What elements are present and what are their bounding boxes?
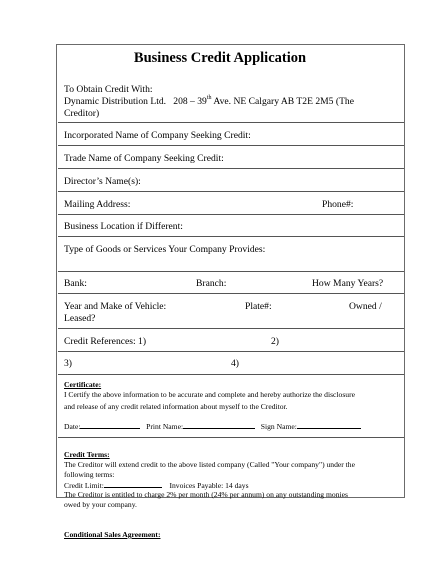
- sign-name-label: Sign Name:: [260, 422, 297, 431]
- divider: [58, 437, 404, 438]
- signature-row: [64, 421, 361, 432]
- trade-name-field: Trade Name of Company Seeking Credit:: [64, 153, 224, 164]
- divider: [58, 236, 404, 237]
- divider: [58, 122, 404, 123]
- business-location-field: Business Location if Different:: [64, 221, 183, 232]
- credit-terms-line2: following terms:: [64, 470, 115, 479]
- vehicle-field: Year and Make of Vehicle:: [64, 301, 167, 312]
- divider: [58, 191, 404, 192]
- credit-terms-heading: Credit Terms:: [64, 450, 110, 459]
- creditor-street-number: 208 – 39: [173, 96, 207, 107]
- incorporated-name-field: Incorporated Name of Company Seeking Credit:: [64, 130, 251, 141]
- years-field: How Many Years?: [312, 278, 384, 289]
- page-title: Business Credit Application: [133, 50, 307, 66]
- reference-3: 3): [64, 358, 72, 369]
- divider: [58, 271, 404, 272]
- print-name-label: Print Name:: [146, 422, 184, 431]
- date-label: Date:: [64, 422, 81, 431]
- creditor-address: [64, 96, 354, 108]
- divider: [58, 293, 404, 294]
- credit-terms-line4: The Creditor is entitled to charge 2% per month (24% per annum) on any outstanding monies: [64, 490, 348, 499]
- mailing-address-field: Mailing Address:: [64, 199, 131, 210]
- ordinal-suffix: th: [206, 95, 212, 101]
- goods-services-field: Type of Goods or Services Your Company Provides:: [64, 244, 266, 255]
- divider: [58, 351, 404, 352]
- conditional-sales-heading: Conditional Sales Agreement:: [64, 530, 161, 539]
- plate-field: Plate#:: [245, 301, 272, 312]
- bank-field: Bank:: [64, 278, 87, 289]
- reference-4: 4): [231, 358, 239, 369]
- divider: [58, 214, 404, 215]
- date-blank: [80, 421, 140, 429]
- certificate-text-line1: I Certify the above information to be accurate and complete and hereby authorize the disclosure: [64, 390, 355, 399]
- creditor-company: Dynamic Distribution Ltd.: [64, 96, 167, 107]
- divider: [58, 374, 404, 375]
- creditor-street-rest: Ave. NE Calgary AB T2E 2M5 (The: [211, 96, 354, 107]
- leased-field: Leased?: [64, 313, 96, 324]
- credit-limit-label: Credit Limit:: [64, 481, 104, 490]
- certificate-text-line2: and release of any credit related information about myself to the Creditor.: [64, 402, 288, 411]
- sign-name-blank: [297, 421, 361, 429]
- branch-field: Branch:: [196, 278, 227, 289]
- owned-field: Owned /: [349, 301, 382, 312]
- creditor-label: Creditor): [64, 108, 100, 119]
- credit-references-label: Credit References: 1): [64, 336, 147, 347]
- directors-field: Director’s Name(s):: [64, 176, 141, 187]
- credit-limit-blank: [104, 480, 162, 488]
- credit-terms-line1: The Creditor will extend credit to the above listed company (Called "Your company") under the: [64, 460, 355, 469]
- obtain-credit-label: To Obtain Credit With:: [64, 84, 153, 95]
- divider: [58, 168, 404, 169]
- invoices-payable: Invoices Payable: 14 days: [169, 481, 249, 490]
- phone-field: Phone#:: [322, 199, 354, 210]
- credit-terms-line5: owed by your company.: [64, 500, 137, 509]
- divider: [58, 328, 404, 329]
- reference-2: 2): [271, 336, 279, 347]
- certificate-heading: Certificate:: [64, 380, 102, 389]
- divider: [58, 145, 404, 146]
- print-name-blank: [183, 421, 255, 429]
